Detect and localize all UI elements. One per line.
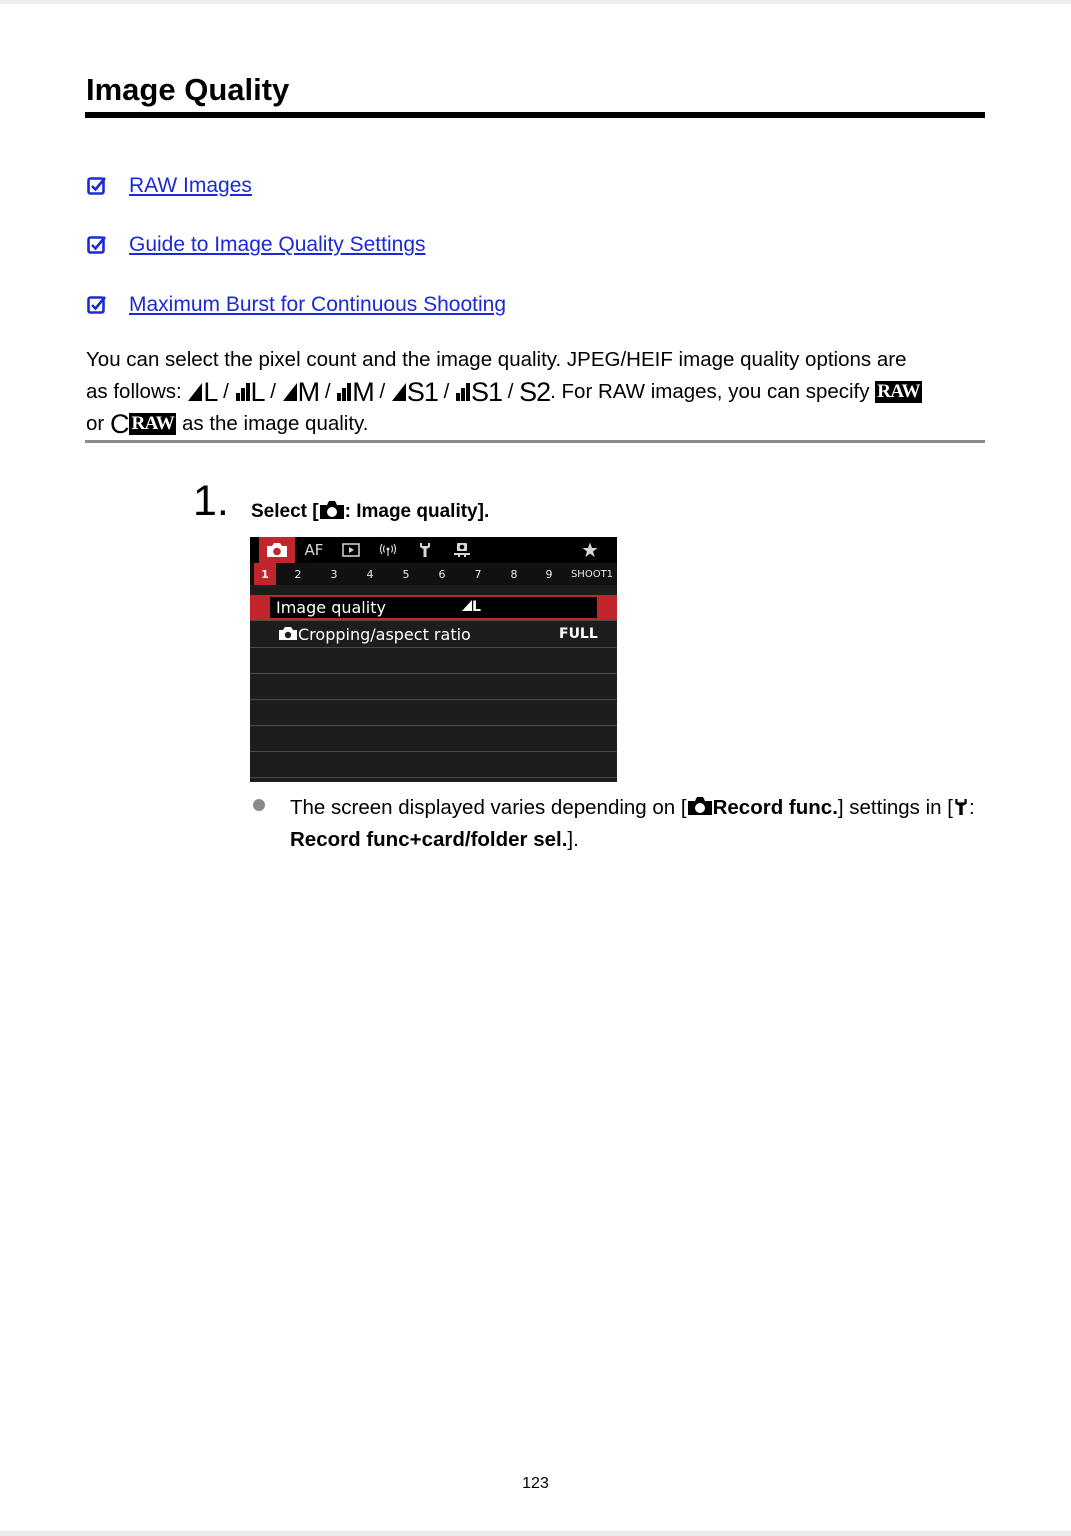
subtab-4[interactable]: 4 [366, 567, 374, 581]
subtab-1[interactable]: 1 [254, 563, 276, 585]
tab-custom[interactable] [444, 537, 480, 563]
intro-or: or [86, 412, 110, 435]
camera-icon [319, 500, 345, 520]
intro-as-follows: as follows: [86, 380, 188, 403]
quality-large-fine-icon [462, 599, 472, 611]
custom-icon [453, 542, 471, 558]
step-text-before: Select [ [251, 501, 319, 522]
checked-link-icon [86, 175, 108, 197]
subtab-9[interactable]: 9 [545, 567, 553, 581]
tab-my-menu[interactable] [572, 537, 608, 563]
camera-icon [687, 796, 713, 816]
link-image-quality-guide[interactable] [86, 231, 426, 259]
page-number: 123 [522, 1475, 549, 1492]
wireless-icon [379, 543, 397, 557]
menu-row-empty [250, 700, 617, 726]
menu-row-label: Image quality [276, 598, 386, 617]
section-divider [85, 440, 985, 443]
page-title: Image Quality [86, 72, 290, 107]
note-bold-card-folder: Record func+card/folder sel. [290, 828, 568, 851]
camera-menu-screen [250, 537, 617, 782]
link-label[interactable]: Guide to Image Quality Settings [129, 233, 426, 256]
link-label[interactable]: RAW Images [129, 174, 252, 197]
wrench-icon [953, 797, 969, 817]
menu-row-empty [250, 752, 617, 778]
quality-medium-fine-icon: M [282, 380, 320, 404]
subtab-6[interactable]: 6 [438, 567, 446, 581]
checked-link-icon [86, 234, 108, 256]
raw-icon: RAW [877, 381, 921, 402]
quality-small2-icon: S2 [519, 377, 551, 407]
intro-raw-text: . For RAW images, you can specify [550, 380, 876, 403]
playback-icon [342, 543, 360, 557]
menu-row-cropping[interactable] [250, 622, 617, 648]
title-underline [85, 112, 985, 118]
intro-line-3 [86, 408, 986, 440]
tab-setup[interactable] [407, 537, 443, 563]
page-bottom-edge [0, 1531, 1071, 1536]
menu-subtabs [250, 563, 617, 585]
craw-icon: C RAW [109, 409, 175, 439]
checked-link-icon [86, 294, 108, 316]
note-bold-record-func: Record func. [712, 796, 838, 819]
intro-line-1: You can select the pixel count and the image quality. JPEG/HEIF image quality options are [86, 348, 907, 371]
quality-medium-normal-icon: M [336, 380, 374, 404]
tab-af-label: AF [304, 541, 324, 559]
step-number: 1. [193, 477, 229, 525]
camera-icon [266, 542, 288, 558]
star-icon [582, 542, 598, 558]
link-maximum-burst[interactable] [86, 291, 506, 319]
bullet-icon [253, 799, 265, 811]
note-text: The screen displayed varies depending on [ Record func.] settings in [ : Record func+card/folder sel.]. [290, 796, 975, 851]
tab-af[interactable] [296, 537, 332, 563]
menu-row-empty [250, 648, 617, 674]
menu-row-image-quality[interactable] [250, 595, 617, 621]
quality-small1-fine-icon: S1 [391, 380, 438, 404]
menu-tabs [250, 537, 617, 563]
camera-icon [278, 626, 298, 641]
intro-line-2: as follows: L / L / M / M / S1 / S1 / S2. For RAW images, you can specify RAW [86, 377, 921, 407]
tab-playback[interactable] [333, 537, 369, 563]
tab-shooting[interactable] [259, 537, 295, 563]
subtab-shoot1: SHOOT1 [570, 568, 614, 580]
subtab-8[interactable]: 8 [510, 567, 518, 581]
menu-row-value: L [462, 597, 481, 618]
subtab-2[interactable]: 2 [294, 567, 302, 581]
quality-large-normal-icon: L [235, 380, 265, 404]
step-instruction [251, 500, 489, 523]
subtab-5[interactable]: 5 [402, 567, 410, 581]
intro-tail: as the image quality. [176, 412, 369, 435]
menu-row-empty [250, 726, 617, 752]
subtab-7[interactable]: 7 [474, 567, 482, 581]
menu-row-empty [250, 674, 617, 700]
intro-paragraph [86, 344, 986, 440]
link-raw-images[interactable] [86, 172, 252, 200]
quality-large-fine-icon: L [187, 380, 217, 404]
wrench-icon [418, 542, 432, 558]
page-top-edge [0, 0, 1071, 4]
link-label[interactable]: Maximum Burst for Continuous Shooting [129, 293, 507, 316]
step-text-after: : Image quality]. [344, 501, 490, 522]
menu-row-value: FULL [559, 626, 598, 642]
subtab-3[interactable]: 3 [330, 567, 338, 581]
menu-row-label: Cropping/aspect ratio [278, 624, 471, 645]
tab-wireless[interactable] [370, 537, 406, 563]
quality-small1-normal-icon: S1 [455, 380, 502, 404]
